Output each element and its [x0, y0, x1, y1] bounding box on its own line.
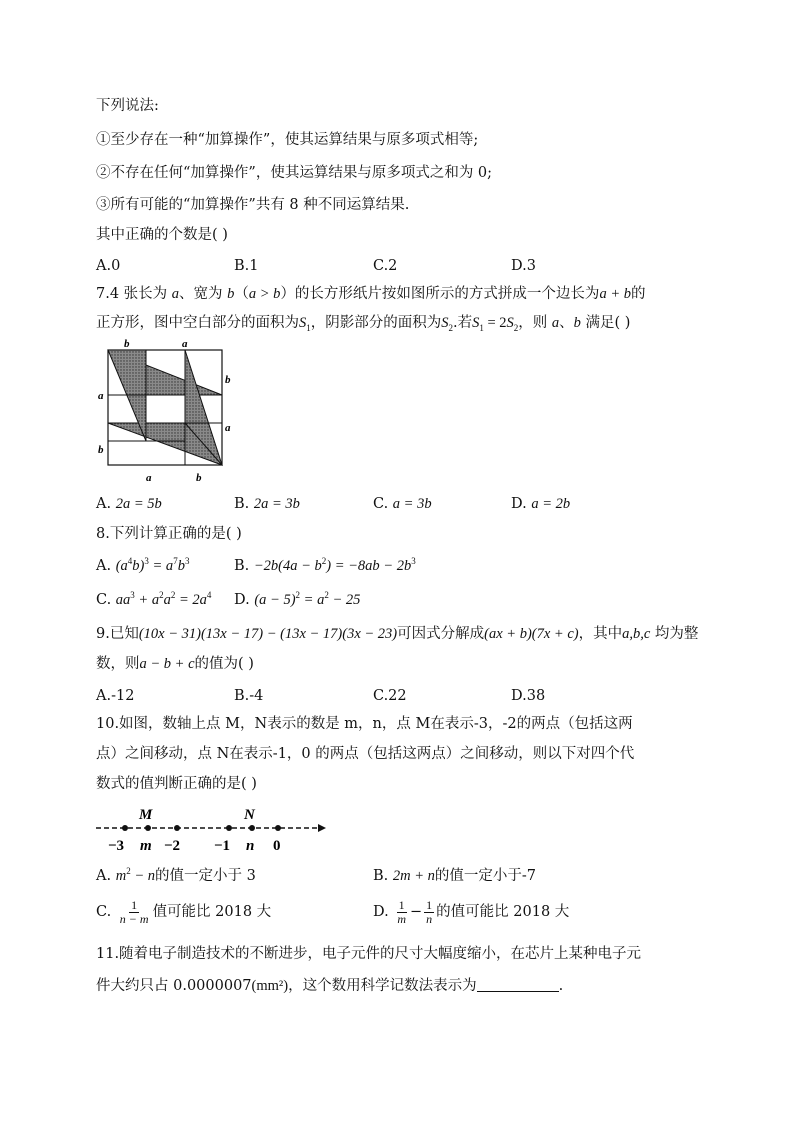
q7-option-c: C. a = 3b	[373, 496, 432, 512]
fig-label-top-a: a	[182, 338, 188, 350]
tick-minus3: −3	[108, 838, 125, 854]
fig-label-right-b: b	[225, 374, 231, 386]
intro-option-c: C.2	[373, 258, 398, 274]
q8-option-d: D. $(a - 5)^2 = a^2 - 25$	[234, 590, 361, 608]
point-n	[249, 825, 255, 831]
q11-stem-line2: 件大约只占 0.0000007(mm²)，这个数用科学记数法表示为 .	[96, 978, 564, 994]
q10-option-a: A. $m^2 - n$的值一定小于 3	[96, 866, 256, 884]
q7-pinwheel-figure	[96, 336, 246, 488]
fig-label-left-b: b	[98, 444, 104, 456]
intro-heading: 下列说法:	[96, 98, 159, 114]
statement-2: ②不存在任何“加算操作”，使其运算结果与原多项式之和为 0;	[96, 165, 493, 181]
q9-option-c: C.22	[373, 688, 407, 704]
q10-option-c: C. $\frac{1}{n - m}$ 值可能比 2018 大	[96, 897, 272, 926]
q8-option-b: B. $-2b(4a - b^2) = -8ab - 2b^3$	[234, 556, 416, 574]
tick-minus2: −2	[164, 838, 181, 854]
q11-stem-line1: 11.随着电子制造技术的不断进步，电子元件的尺寸大幅度缩小，在芯片上某种电子元	[96, 946, 642, 962]
intro-option-b: B.1	[234, 258, 259, 274]
label-N: N	[244, 807, 255, 823]
fig-label-left-a: a	[98, 390, 104, 402]
point-m	[145, 825, 151, 831]
tick-zero: 0	[273, 838, 281, 854]
q8-option-a: A. $(a^4b)^3 = a^7b^3$	[96, 556, 190, 574]
q10-stem-line3: 数式的值判断正确的是( )	[96, 776, 257, 792]
q9-stem-line1: 9.已知(10x − 31)(13x − 17) − (13x − 17)(3x − 23)可因式分解成(ax + b)(7x + c)，其中a,b,c 均为整	[96, 626, 699, 642]
tick-m: m	[140, 838, 152, 854]
q9-stem-line2: 数，则a − b + c的值为( )	[96, 656, 254, 672]
point-minus3	[122, 825, 128, 831]
fig-label-top-b: b	[124, 338, 130, 350]
statement-3: ③所有可能的“加算操作”共有 8 种不同运算结果.	[96, 197, 410, 213]
intro-question: 其中正确的个数是( )	[96, 227, 228, 243]
q8-stem: 8.下列计算正确的是( )	[96, 526, 242, 542]
inner-square	[146, 395, 185, 423]
q9-option-b: B.-4	[234, 688, 264, 704]
intro-option-d: D.3	[511, 258, 536, 274]
label-M: M	[139, 807, 153, 823]
q7-stem-line1: 7.4 张长为 a、宽为 b（a > b）的长方形纸片按如图所示的方式拼成一个边长为a + b的	[96, 286, 646, 302]
fig-label-bottom-b: b	[196, 472, 202, 484]
fig-label-bottom-a: a	[146, 472, 152, 484]
axis-arrow-icon	[318, 824, 326, 832]
point-minus1	[226, 825, 232, 831]
q9-option-a: A.-12	[96, 688, 135, 704]
fig-label-right-a: a	[225, 422, 231, 434]
q10-option-b: B. 2m + n的值一定小于-7	[373, 868, 537, 884]
q10-number-line	[92, 800, 328, 858]
tick-minus1: −1	[214, 838, 231, 854]
tick-n: n	[246, 838, 255, 854]
q7-option-d: D. a = 2b	[511, 496, 571, 512]
q8-option-c: C. $aa^3 + a^2a^2 = 2a^4$	[96, 590, 212, 608]
statement-1: ①至少存在一种“加算操作”，使其运算结果与原多项式相等;	[96, 132, 479, 148]
point-zero	[275, 825, 281, 831]
q10-stem-line2: 点）之间移动，点 N在表示-1，0 的两点（包括这两点）之间移动，则以下对四个代	[96, 746, 635, 762]
intro-option-a: A.0	[96, 258, 121, 274]
q9-option-d: D.38	[511, 688, 546, 704]
point-minus2	[174, 825, 180, 831]
answer-blank[interactable]	[477, 977, 559, 992]
q7-stem-line2: 正方形，图中空白部分的面积为$S_1$，阴影部分的面积为$S_2$.若$S_1 = 2S_2$，则 a、b 满足( )	[96, 315, 631, 333]
q10-option-d: D. $\frac{1}{m}$ − $\frac{1}{n}$ 的值可能比 2018 大	[373, 897, 570, 926]
q7-option-b: B. 2a = 3b	[234, 496, 300, 512]
q7-option-a: A. 2a = 5b	[96, 496, 162, 512]
q10-stem-line1: 10.如图，数轴上点 M，N表示的数是 m，n，点 M在表示-3，-2的两点（包括这两	[96, 716, 633, 732]
